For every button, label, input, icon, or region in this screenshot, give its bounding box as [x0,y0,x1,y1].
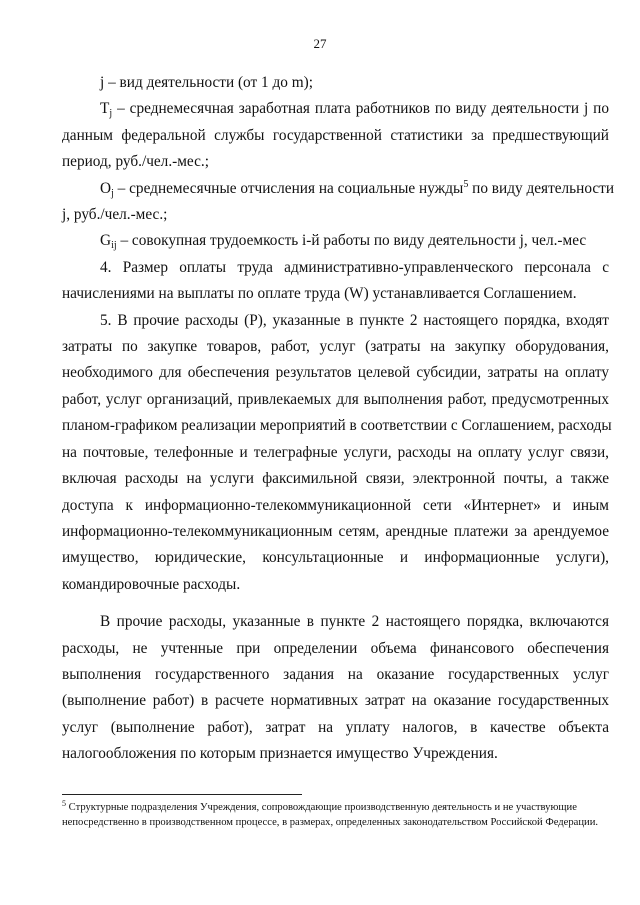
footnote-reference: 5 [463,178,469,190]
definition-t-line3: период, руб./чел.-мес.; [62,153,209,171]
paragraph-line: затраты по закупке товаров, работ, услуг (затраты на закупку оборудования, [62,338,609,356]
paragraph-item-4 [62,255,609,308]
symbol-t-subscript: j [109,108,113,120]
document-body [62,70,615,768]
paragraph-other-expenses [62,609,609,767]
paragraph-line: необходимого для обеспечения результатов целевой субсидии, затраты на оплату [62,364,609,382]
definition-t [62,96,609,175]
paragraph-line: на почтовые, телефонные и телеграфные услуги, расходы на оплату услуг связи, [62,443,609,461]
paragraph-line: командировочные расходы. [62,575,241,593]
footnote-line1: Структурные подразделения Учреждения, сопровождающие производственную деятельность и не участвующие [66,802,577,813]
definition-g [62,228,609,254]
definition-o-line1a: – среднемесячные отчисления на социальные нужды [113,179,464,197]
paragraph-line: услуг (выполнение работ), затрат на уплату налогов, в качестве объекта [62,718,609,736]
definition-j-text: – вид деятельности (от 1 до m); [104,74,313,91]
paragraph-line: расходы, не учтенные при определении объема финансового обеспечения [62,639,609,657]
paragraph-line: работ, услуг организаций, привлекаемых для выполнения работ, предусмотренных [62,390,609,408]
paragraph-line: планом-графиком реализации мероприятий в соответствии с Соглашением, расходы [62,417,612,435]
paragraph-line: 4. Размер оплаты труда административно-управленческого персонала с [100,258,609,276]
definition-o [62,176,615,229]
symbol-g: G [100,232,112,250]
symbol-o: O [100,179,112,197]
symbol-o-subscript: j [111,187,114,199]
paragraph-line: В прочие расходы, указанные в пункте 2 настоящего порядка, включаются [100,613,609,631]
paragraph-line: (выполнение работ) в расчете нормативных затрат на оказание государственных [62,692,609,710]
definition-g-text: – совокупная трудоемкость i-й работы по виду деятельности j, чел.-мес [116,232,587,250]
paragraph-line: включая расходы на услуги факсимильной связи, электронной почты, а также [62,470,609,488]
footnote-divider [62,794,302,795]
definition-t-line2: данным федеральной службы государственной статистики за предшествующий [62,126,609,144]
symbol-t: T [100,100,110,118]
definition-j [62,70,609,96]
footnote [62,800,612,830]
paragraph-line: доступа к информационно-телекоммуникационной сети «Интернет» и иным [62,496,609,514]
paragraph-item-5 [62,308,612,598]
definition-t-line1: – среднемесячная заработная плата работников по виду деятельности j по [112,100,609,118]
definition-o-line1b: по виду деятельности [468,179,615,197]
paragraph-line: налогообложения по которым признается имущество Учреждения. [62,745,498,763]
definition-o-line2: j, руб./чел.-мес.; [62,206,168,224]
symbol-j: j [100,74,105,91]
paragraph-line: информационно-телекоммуникационным сетям, арендные платежи за арендуемое [62,522,609,540]
page-number: 27 [313,36,327,51]
paragraph-line: 5. В прочие расходы (Р), указанные в пункте 2 настоящего порядка, входят [100,311,609,329]
paragraph-line: начислениями на выплаты по оплате труда (W) устанавливается Соглашением. [62,285,577,303]
footnote-mark: 5 [62,799,66,808]
footnote-line2: непосредственно в производственном процессе, в размерах, определенных законодательством Российской Федерации. [62,817,599,828]
paragraph-line: имущество, юридические, консультационные и информационные услуги), [62,549,609,567]
paragraph-line: выполнения государственного задания на оказание государственных услуг [62,665,609,683]
symbol-g-subscript: ij [111,240,117,252]
